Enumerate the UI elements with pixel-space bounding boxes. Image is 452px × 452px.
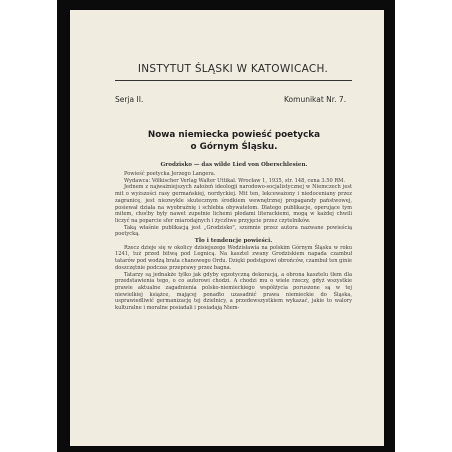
communique-number: Komunikat Nr. 7.: [284, 95, 347, 104]
paragraph-author: Powieść poetycka Jerzego Langera.: [124, 171, 216, 177]
header-underline: [115, 80, 352, 81]
article-title: [110, 129, 358, 153]
paragraph-publication: Taką właśnie publikacją jest „Grodzisko", szumnie przez autora nazwane powieścią poetycką.: [115, 224, 352, 238]
series-label: Serja II.: [115, 95, 144, 104]
article-subtitle: Grodzisko — das wilde Lied von Oberschlesien.: [160, 162, 308, 168]
paragraph-publisher: Wydawca: Völkischer Verlag Walter Uttikal. Wrocław 1, 1935, str. 148, cena 3.50 RM.: [124, 177, 345, 184]
document-page: [70, 10, 384, 446]
article-body: [115, 171, 352, 312]
article-title-line-1: Nowa niemiecka powieść poetycka: [147, 130, 321, 140]
paragraph-intro: Jednem z najważniejszych założeń ideologji narodowo-socjalistycznej w Niemczech jest mit o wyższości rasy germańskiej, nordyckiej. Mit ten, lekceważony i niedoceniany przez zagranicę, jest niezwykle skutecznym środkiem wewnętrznej propagandy państwowej, posiewał działa na wyobraźnię i schlebia obywatelom. Dlatego publikacje, operujące tym mitem, choćby były nawet zupełnie lichemi płodami literackiemi, mogą w każdej chwili liczyć na poparcie sfer miarodajnych i życzliwe przyjęcie przez czytelników.: [115, 184, 352, 224]
institute-header: INSTYTUT ŚLĄSKI W KATOWICACH.: [137, 63, 329, 75]
paragraph-setting: Rzecz dzieje się w okolicy dzisiejszego Wodzisławia na polskim Górnym Śląsku w roku 1241, tuż przed bitwą pod Legnicą. Na kasztel zwany Grodziskiem napada czambuł tatarów pod wodzą brata chanowego Ordu. Dzięki podstępowi obrońców, czambuł ten ginie doszczętnie podczas przeprawy przez bagna.: [115, 244, 352, 271]
section-heading: Tło i tendencje powieści.: [194, 238, 273, 245]
paragraph-tendencies: Tatarzy są jednakże tylko jak gdyby egzotyczną dekoracją, a obrona kasztelu tłem dla przedstawienia tego, o co autorowi chodzi. A chodzi mu o wiele rzeczy, gdyż wszystkie prawie aktualne zagadnienia polsko-niemieckiego współżycia poruszone są w tej niewielkiej książce, mającej ponadto uzasadnić prawa niemieckie do Śląska, usprawiedliwić germanizację tej dzielnicy, a przedewszystkiem wykazać, jakie to walory kulturalne i moralne posiadali i posiadają Niem-: [115, 271, 352, 312]
article-title-line-2: o Górnym Śląsku.: [190, 142, 278, 152]
